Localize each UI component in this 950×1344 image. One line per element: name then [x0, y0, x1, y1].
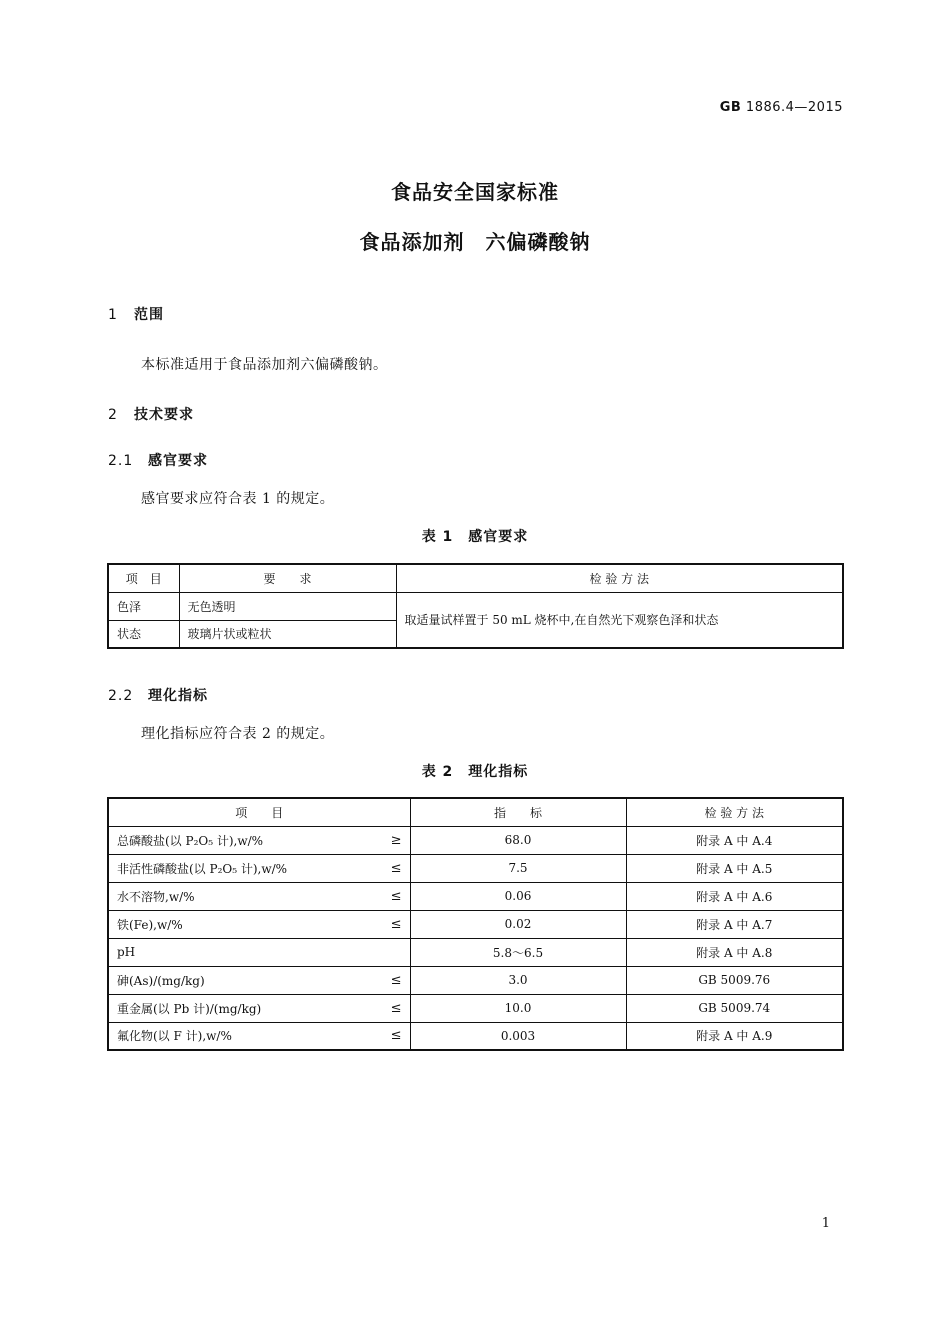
section-2-heading: 2 技术要求	[108, 407, 194, 423]
section-1-text: 本标准适用于食品添加剂六偏磷酸钠。	[141, 357, 388, 373]
standard-code: 1886.4—2015	[745, 100, 843, 115]
table-2-relation: ≤	[390, 1028, 402, 1044]
table-2-method: 附录 A 中 A.5	[626, 854, 843, 882]
table-2-method: GB 5009.74	[626, 994, 843, 1022]
table-2-header-value: 指 标	[410, 798, 626, 826]
table-row	[108, 854, 843, 882]
table-2-item: 铁(Fe),w/%	[117, 917, 183, 932]
table-1-requirement: 玻璃片状或粒状	[179, 620, 396, 648]
page-number: 1	[821, 1216, 830, 1231]
table-2-item: 重金属(以 Pb 计)/(mg/kg)	[117, 1001, 262, 1016]
table-row	[108, 826, 843, 854]
table-2-value: 0.06	[410, 882, 626, 910]
table-2-item: 水不溶物,w/%	[117, 889, 195, 904]
table-row	[108, 910, 843, 938]
table-1-header-method: 检 验 方 法	[396, 564, 843, 592]
table-2-relation: ≤	[390, 860, 402, 876]
table-2-relation: ≥	[390, 832, 402, 848]
table-2-value: 10.0	[410, 994, 626, 1022]
table-2-method: 附录 A 中 A.6	[626, 882, 843, 910]
table-2-method: 附录 A 中 A.7	[626, 910, 843, 938]
table-2-relation: ≤	[390, 1000, 402, 1016]
table-1-caption: 表 1 感官要求	[421, 529, 529, 545]
table-2-value: 7.5	[410, 854, 626, 882]
table-2-value: 5.8～6.5	[410, 938, 626, 966]
table-2-method: 附录 A 中 A.4	[626, 826, 843, 854]
table-2-item: 总磷酸盐(以 P₂O₅ 计),w/%	[117, 833, 264, 848]
table-row	[108, 994, 843, 1022]
table-2-method: 附录 A 中 A.9	[626, 1022, 843, 1050]
table-2-item: 氟化物(以 F 计),w/%	[117, 1029, 232, 1044]
section-1-heading: 1 范围	[108, 307, 164, 323]
section-2-1-text: 感官要求应符合表 1 的规定。	[141, 491, 335, 507]
table-1-method: 取适量试样置于 50 mL 烧杯中,在自然光下观察色泽和状态	[396, 592, 843, 648]
table-1-item: 色泽	[108, 592, 179, 620]
table-2-relation: ≤	[390, 888, 402, 904]
table-2-header-method: 检 验 方 法	[626, 798, 843, 826]
document-subtitle: 食品添加剂 六偏磷酸钠	[359, 230, 591, 254]
table-2-item: 砷(As)/(mg/kg)	[117, 973, 205, 988]
sensory-requirements-table	[107, 563, 844, 649]
standard-prefix: GB	[719, 100, 742, 115]
section-2-1-heading: 2.1 感官要求	[108, 453, 208, 469]
table-2-value: 3.0	[410, 966, 626, 994]
table-2-value: 68.0	[410, 826, 626, 854]
table-2-item: pH	[117, 945, 136, 959]
section-2-2-text: 理化指标应符合表 2 的规定。	[141, 726, 335, 742]
table-2-value: 0.02	[410, 910, 626, 938]
standard-number	[720, 100, 843, 115]
table-row	[108, 966, 843, 994]
table-2-method: 附录 A 中 A.8	[626, 938, 843, 966]
section-2-2-heading: 2.2 理化指标	[108, 688, 208, 704]
document-title: 食品安全国家标准	[391, 180, 559, 204]
physicochemical-indicators-table	[107, 797, 844, 1051]
table-2-method: GB 5009.76	[626, 966, 843, 994]
table-2-item: 非活性磷酸盐(以 P₂O₅ 计),w/%	[117, 861, 288, 876]
table-row	[108, 882, 843, 910]
table-2-value: 0.003	[410, 1022, 626, 1050]
table-2-caption: 表 2 理化指标	[421, 764, 529, 780]
table-1-requirement: 无色透明	[179, 592, 396, 620]
table-2-relation: ≤	[390, 972, 402, 988]
table-2-relation: ≤	[390, 916, 402, 932]
table-row	[108, 938, 843, 966]
table-1-header-item: 项 目	[108, 564, 179, 592]
table-2-header-item: 项 目	[108, 798, 410, 826]
table-1-header-requirement: 要 求	[179, 564, 396, 592]
table-1-item: 状态	[108, 620, 179, 648]
table-row	[108, 1022, 843, 1050]
